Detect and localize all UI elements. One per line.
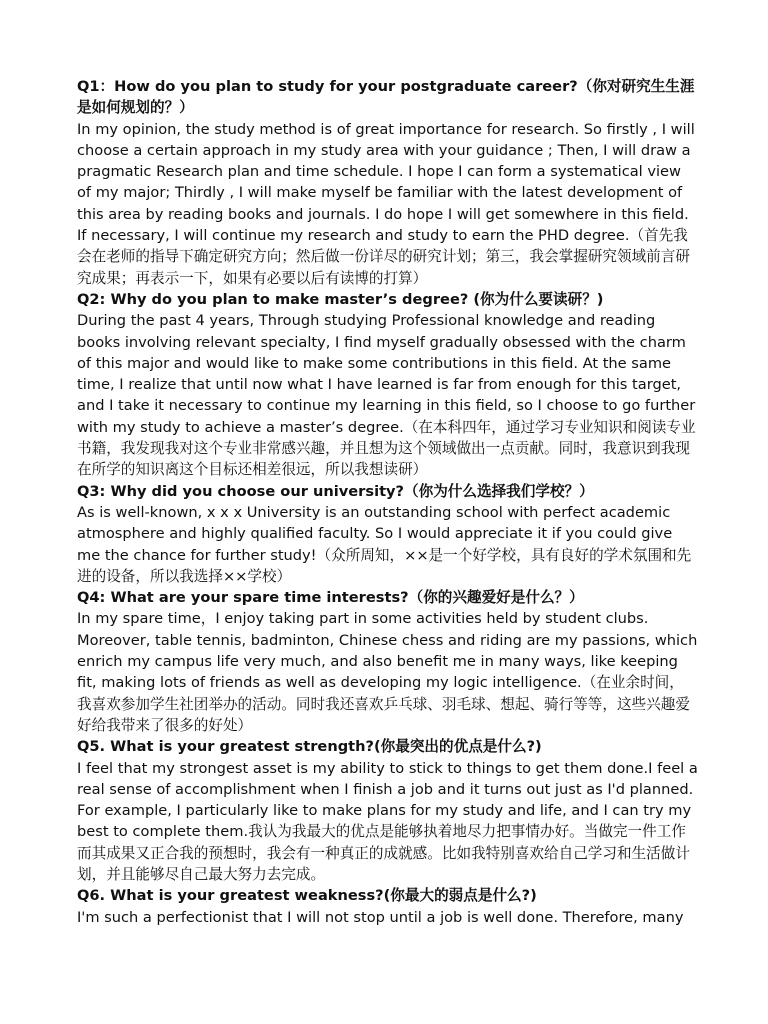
answer-1: In my opinion, the study method is of great importance for research. So firstly , I will choose a certain approach in my study area with your guidance ; Then, I will draw a pragmatic Research plan and time schedule. I hope I can form a systematical view of my major; Thirdly , I will make myself be familiar with the latest development of this area by reading books and journals. I do hope I will get somewhere in this field. If necessary, I will continue my research and study to earn the PHD degree.（首先我会在老师的指导下确定研究方向；然后做一份详尽的研究计划；第三，我会掌握研究领域前言研究成果；再表示一下，如果有必要以后有读博的打算） bbox=[77, 120, 695, 287]
answer-6: I'm such a perfectionist that I will not stop until a job is well done. Therefore, many bbox=[77, 908, 684, 926]
answer-5: I feel that my strongest asset is my ability to stick to things to get them done.I feel a real sense of accomplishment when I finish a job and it turns out just as I'd planned. For example, I particularly like to make plans for my study and life, and I can try my best to complete them.我认为我最大的优点是能够执着地尽力把事情办好。当做完一件工作而其成果又正合我的预想时，我会有一种真正的成就感。比如我特别喜欢给自己学习和生活做计划，并且能够尽自己最大努力去完成。 bbox=[77, 759, 698, 883]
qa-block-2 bbox=[77, 289, 698, 481]
question-6: Q6. What is your greatest weakness?(你最大的弱点是什么?) bbox=[77, 887, 537, 905]
question-3: Q3: Why did you choose our university?（你为什么选择我们学校？） bbox=[77, 482, 594, 500]
question-5: Q5. What is your greatest strength?(你最突出的优点是什么?) bbox=[77, 738, 542, 756]
answer-3: As is well-known, x x x University is an outstanding school with perfect academic atmosphere and highly qualified faculty. So I would appreciate it if you could give me the chance for further study!（众所周知，××是一个好学校，具有良好的学术氛围和先进的设备，所以我选择××学校） bbox=[77, 503, 692, 585]
question-1: Q1：How do you plan to study for your postgraduate career?（你对研究生生涯是如何规划的？） bbox=[77, 78, 695, 117]
qa-block-1 bbox=[77, 76, 698, 289]
question-4: Q4: What are your spare time interests?（你的兴趣爱好是什么？） bbox=[77, 589, 584, 607]
question-2: Q2: Why do you plan to make master’s degree? (你为什么要读研？) bbox=[77, 290, 604, 308]
qa-block-6 bbox=[77, 885, 698, 928]
answer-4: In my spare time，I enjoy taking part in some activities held by student clubs. Moreover, table tennis, badminton, Chinese chess and riding are my passions, which enrich my campus life very much, and also benefit me in many ways, like keeping fit, making lots of friends as well as developing my logic intelligence.（在业余时间，我喜欢参加学生社团举办的活动。同时我还喜欢乒乓球、羽毛球、想起、骑行等等，这些兴趣爱好给我带来了很多的好处） bbox=[77, 610, 698, 734]
qa-block-5 bbox=[77, 736, 698, 885]
qa-block-3 bbox=[77, 481, 698, 587]
qa-block-4 bbox=[77, 587, 698, 736]
answer-2: During the past 4 years, Through studying Professional knowledge and reading books involving relevant specialty, I find myself gradually obsessed with the charm of this major and would like to make some contributions in this field. At the same time, I realize that until now what I have learned is far from enough for this target, and I take it necessary to continue my learning in this field, so I choose to go further with my study to achieve a master’s degree.（在本科四年，通过学习专业知识和阅读专业书籍，我发现我对这个专业非常感兴趣，并且想为这个领域做出一点贡献。同时，我意识到我现在所学的知识离这个目标还相差很远，所以我想读研） bbox=[77, 312, 696, 479]
